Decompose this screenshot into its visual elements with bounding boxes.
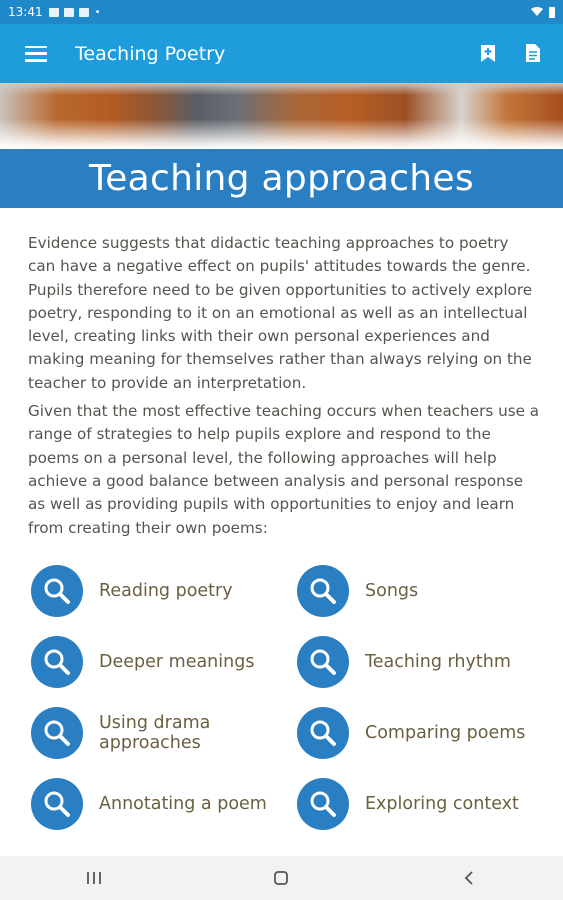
battery-icon: [549, 7, 555, 18]
notification-flag-icon: [49, 8, 59, 17]
status-bar: [0, 0, 563, 24]
magnifier-icon: [31, 707, 83, 759]
system-nav-bar: [0, 856, 563, 900]
banner-image: [0, 83, 563, 149]
image-icon: [79, 8, 89, 17]
intro-paragraph-2: Given that the most effective teaching occurs when teachers use a range of strategies to help pupils explore and respond to the poems on a personal level, the following approaches will help achieve a good balance between analysis and personal response as well as providing pupils with opportunities to enjoy and learn from creating their own poems:: [28, 402, 540, 537]
approach-label: Exploring context: [365, 794, 519, 814]
magnifier-icon: [31, 565, 83, 617]
approach-deeper-meanings[interactable]: [31, 636, 269, 688]
magnifier-icon: [31, 636, 83, 688]
approach-comparing-poems[interactable]: [297, 707, 535, 759]
notification-icons: [49, 8, 89, 17]
magnifier-icon: [297, 636, 349, 688]
mail-icon: [64, 8, 74, 17]
approach-exploring-context[interactable]: [297, 778, 535, 830]
status-right: [531, 0, 555, 24]
approach-label: Annotating a poem: [99, 794, 267, 814]
status-time: 13:41: [8, 5, 43, 19]
back-icon[interactable]: [449, 863, 489, 893]
approach-label: Reading poetry: [99, 581, 233, 601]
magnifier-icon: [297, 778, 349, 830]
approach-label: Using drama approaches: [99, 713, 211, 753]
approach-songs[interactable]: [297, 565, 535, 617]
recent-apps-icon[interactable]: [74, 863, 114, 893]
magnifier-icon: [297, 565, 349, 617]
page-title: Teaching approaches: [89, 158, 474, 199]
approach-annotating-a-poem[interactable]: [31, 778, 269, 830]
status-dot: •: [94, 6, 101, 18]
approach-label: Teaching rhythm: [365, 652, 511, 672]
approach-teaching-rhythm[interactable]: [297, 636, 535, 688]
approach-label: Comparing poems: [365, 723, 526, 743]
bookmark-add-icon[interactable]: [476, 41, 500, 65]
intro-paragraph-1: Evidence suggests that didactic teaching approaches to poetry can have a negative effect on pupils' attitudes towards the genre. Pupils therefore need to be given opportunities to actively explore poetry, responding to it on an emotional as well as an intellectual level, creating links with their own personal experiences and making meaning for themselves rather than always relying on the teacher to provide an interpretation.: [28, 234, 533, 392]
app-title: Teaching Poetry: [75, 42, 226, 65]
magnifier-icon: [297, 707, 349, 759]
document-icon[interactable]: [521, 41, 545, 65]
approach-label: Songs: [365, 581, 419, 601]
home-icon[interactable]: [261, 863, 301, 893]
banner-top-fade: [0, 83, 563, 95]
approach-label: Deeper meanings: [99, 652, 255, 672]
approach-using-drama[interactable]: [31, 707, 229, 759]
intro-text: [28, 232, 540, 545]
approach-reading-poetry[interactable]: [31, 565, 269, 617]
heading-band: [0, 149, 563, 208]
wifi-icon: [531, 7, 543, 17]
app-bar: [0, 24, 563, 83]
banner-bottom-fade: [0, 119, 563, 149]
magnifier-icon: [31, 778, 83, 830]
hamburger-menu-icon[interactable]: [25, 46, 47, 62]
